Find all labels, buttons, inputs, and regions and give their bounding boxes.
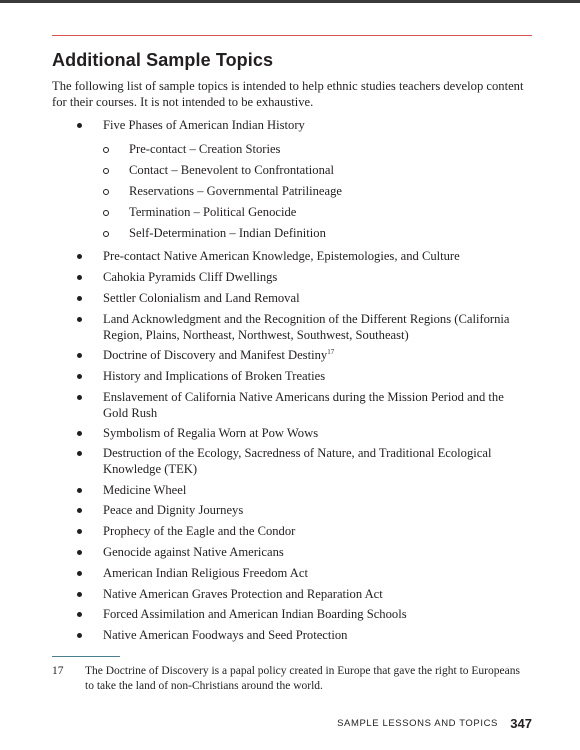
list-item-text: Self-Determination – Indian Definition bbox=[129, 226, 326, 240]
bullet-icon bbox=[77, 571, 82, 576]
list-item-text: Symbolism of Regalia Worn at Pow Wows bbox=[103, 426, 319, 440]
list-item-text: Land Acknowledgment and the Recognition of the Different Regions (California Region, Plains, Northeast, Northwest, Southwest, Southeast) bbox=[103, 312, 510, 342]
footnote-number: 17 bbox=[52, 665, 64, 677]
list-item-text: Pre-contact Native American Knowledge, Epistemologies, and Culture bbox=[103, 249, 460, 263]
list-item-text: Cahokia Pyramids Cliff Dwellings bbox=[103, 270, 278, 284]
footnote-text: The Doctrine of Discovery is a papal policy created in Europe that gave the right to Europeans to take the land of non-Christians around the world. bbox=[85, 665, 520, 692]
section-rule bbox=[52, 35, 532, 36]
hollow-bullet-icon bbox=[103, 168, 109, 174]
list-item-text: Native American Graves Protection and Reparation Act bbox=[103, 587, 383, 601]
bullet-icon bbox=[77, 488, 82, 493]
hollow-bullet-icon bbox=[103, 210, 109, 216]
bullet-icon bbox=[77, 254, 82, 259]
bullet-icon bbox=[77, 592, 82, 597]
bullet-icon bbox=[77, 529, 82, 534]
bullet-icon bbox=[77, 550, 82, 555]
list-item-text: Five Phases of American Indian History bbox=[103, 118, 305, 132]
bullet-icon bbox=[77, 123, 82, 128]
bullet-icon bbox=[77, 508, 82, 513]
footnote-ref[interactable]: 17 bbox=[327, 347, 335, 356]
running-footer: SAMPLE LESSONS AND TOPICS bbox=[337, 718, 498, 729]
list-item-text: Doctrine of Discovery and Manifest Destiny$^{17}$ bbox=[103, 347, 335, 362]
hollow-bullet-icon bbox=[103, 189, 109, 195]
bullet-icon bbox=[77, 353, 82, 358]
list-item-text: Forced Assimilation and American Indian Boarding Schools bbox=[103, 607, 407, 621]
page-top-border bbox=[0, 0, 580, 3]
bullet-icon bbox=[77, 431, 82, 436]
bullet-icon bbox=[77, 612, 82, 617]
section-heading: Additional Sample Topics bbox=[52, 50, 274, 70]
list-item-text: Contact – Benevolent to Confrontational bbox=[129, 163, 334, 177]
list-item-text: Destruction of the Ecology, Sacredness of Nature, and Traditional Ecological Knowledge (TEK) bbox=[103, 446, 492, 476]
list-item-text: Pre-contact – Creation Stories bbox=[129, 142, 281, 156]
list-item-text: History and Implications of Broken Treaties bbox=[103, 369, 326, 383]
list-item-text: Native American Foodways and Seed Protection bbox=[103, 628, 348, 642]
bullet-icon bbox=[77, 296, 82, 301]
list-item-text: Medicine Wheel bbox=[103, 483, 187, 497]
bullet-icon bbox=[77, 395, 82, 400]
list-item-text: Termination – Political Genocide bbox=[129, 205, 297, 219]
footnote-rule bbox=[52, 656, 120, 657]
hollow-bullet-icon bbox=[103, 231, 109, 237]
intro-paragraph: The following list of sample topics is intended to help ethnic studies teachers develop content for their courses. It is not intended to be exhaustive. bbox=[52, 79, 524, 109]
bullet-icon bbox=[77, 374, 82, 379]
list-item-text: Peace and Dignity Journeys bbox=[103, 503, 244, 517]
bullet-icon bbox=[77, 451, 82, 456]
hollow-bullet-icon bbox=[103, 147, 109, 153]
bullet-icon bbox=[77, 633, 82, 638]
list-item-text: Reservations – Governmental Patrilineage bbox=[129, 184, 342, 198]
bullet-icon bbox=[77, 317, 82, 322]
page-number: 347 bbox=[510, 716, 532, 731]
list-item-text: Genocide against Native Americans bbox=[103, 545, 284, 559]
list-item-text: Enslavement of California Native Americans during the Mission Period and the Gold Rush bbox=[103, 390, 504, 420]
bullet-icon bbox=[77, 275, 82, 280]
list-item-text: Prophecy of the Eagle and the Condor bbox=[103, 524, 296, 538]
list-item-text: Settler Colonialism and Land Removal bbox=[103, 291, 300, 305]
list-item-text: American Indian Religious Freedom Act bbox=[103, 566, 308, 580]
